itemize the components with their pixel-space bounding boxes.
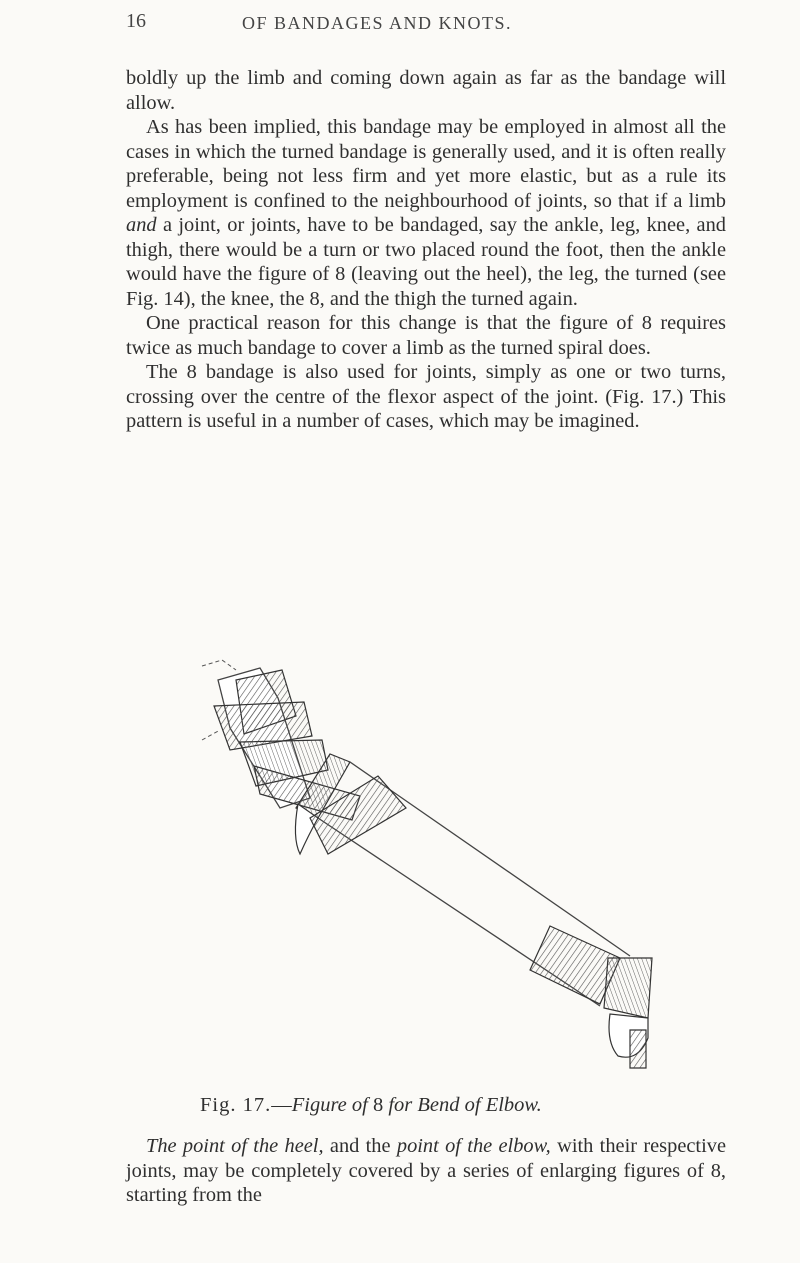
paragraph-implied-part-2: a joint, or joints, have to be bandaged, say the ankle, leg, knee, and thigh, there would be a turn or two placed round the foot, then the ankle would have the figure of 8 (leaving out the heel), the leg, the turned (see Fig. 14), the knee, the 8, and the thigh the turned again. bbox=[126, 214, 726, 310]
bandage-turn-wrist-2 bbox=[604, 958, 652, 1018]
paragraph-joints: The 8 bandage is also used for joints, simply as one or two turns, crossing over the centre of the flexor aspect of the joint. (Fig. 17.) This pattern is useful in a number of cases, which may be imagined. bbox=[126, 361, 726, 432]
emphasis-point-of-heel: The point of the heel, bbox=[146, 1135, 324, 1157]
bottom-text-1: and the bbox=[323, 1135, 397, 1157]
caption-eight: 8 bbox=[367, 1094, 389, 1116]
paragraph-implied-part-1: As has been implied, this bandage may be employed in almost all the cases in which the turned bandage is generally used, and it is often really preferable, being not less firm and yet more elastic, but as a rule its employment is confined to the neighbourhood of joints, so that if a limb bbox=[126, 116, 726, 212]
running-head: OF BANDAGES AND KNOTS. bbox=[242, 13, 513, 33]
shoulder-edge-left bbox=[202, 730, 220, 740]
shoulder-edge bbox=[202, 660, 236, 670]
paragraph-implied bbox=[126, 115, 726, 311]
figure-caption bbox=[200, 1094, 542, 1117]
emphasis-and: and bbox=[126, 214, 157, 236]
caption-italic-2: for Bend of Elbow. bbox=[388, 1094, 542, 1116]
emphasis-point-of-elbow: point of the elbow, bbox=[396, 1135, 551, 1157]
body-text bbox=[126, 66, 726, 434]
page-number: 16 bbox=[126, 10, 146, 32]
caption-label: Fig. 17. bbox=[200, 1094, 272, 1116]
paragraph-practical-reason: One practical reason for this change is that the figure of 8 requires twice as much bandage to cover a limb as the turned spiral does. bbox=[126, 312, 726, 359]
bandage-loose-end bbox=[630, 1030, 646, 1068]
caption-italic-1: Figure of bbox=[291, 1094, 368, 1116]
figure-17-elbow-illustration bbox=[200, 658, 680, 1078]
bottom-text bbox=[126, 1134, 726, 1208]
caption-dash: — bbox=[271, 1094, 292, 1116]
paragraph-continuation: boldly up the limb and coming down again as far as the bandage will allow. bbox=[126, 67, 726, 114]
bottom-text-2: with their respective joints, may be completely covered by a series of enlarging figures of 8, starting from the bbox=[126, 1135, 726, 1206]
page-header bbox=[126, 10, 726, 40]
paragraph-heel-elbow bbox=[126, 1134, 726, 1208]
